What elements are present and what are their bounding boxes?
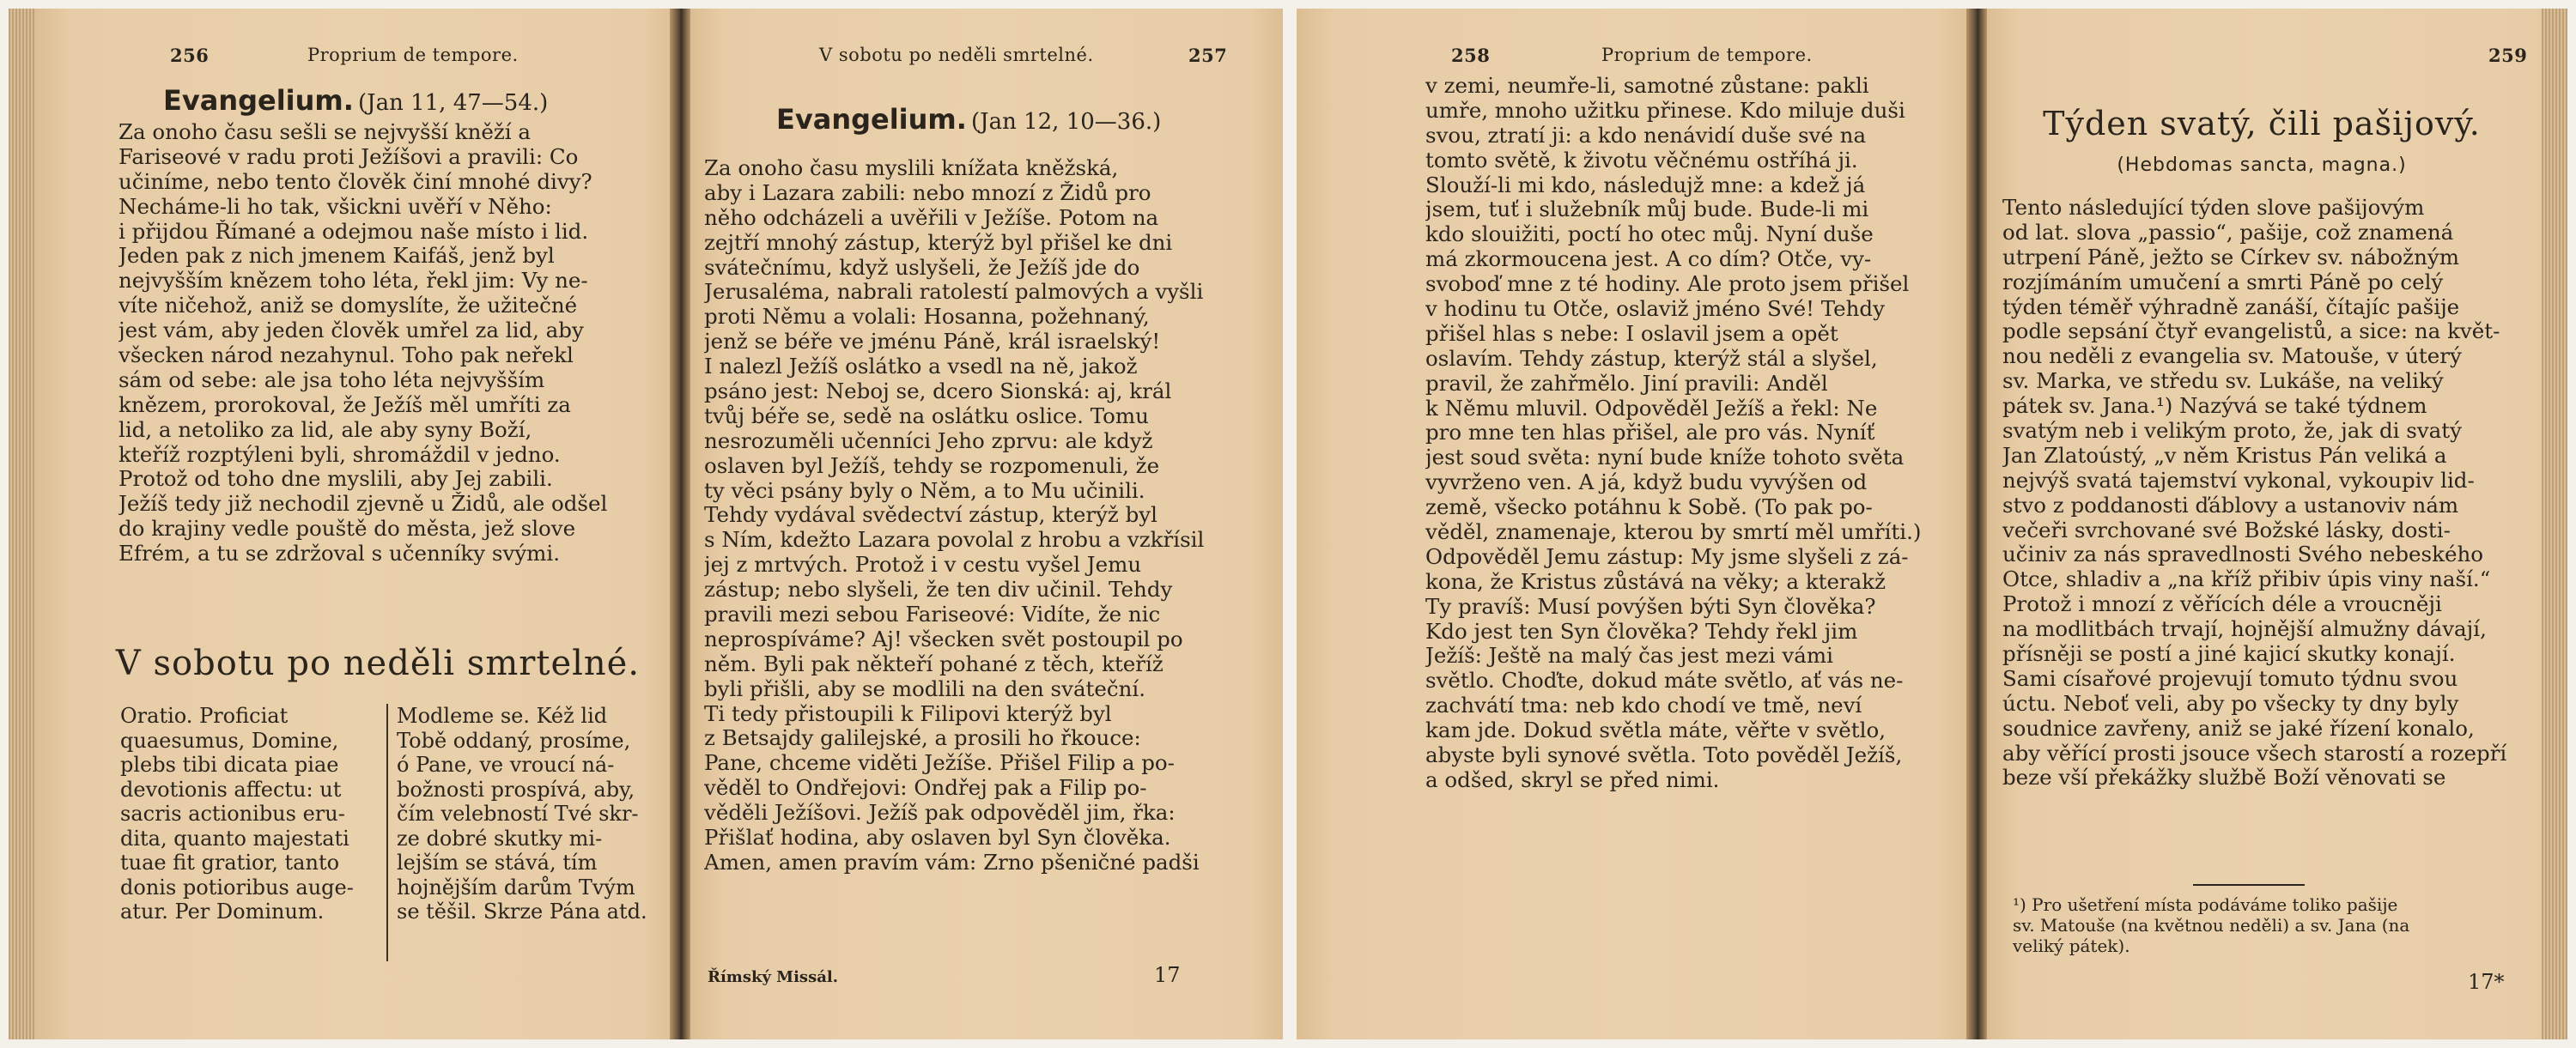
text-line: Kdo jest ten Syn člověka? Tehdy řekl jim [1425, 619, 1858, 644]
text-line: jsem, tuť i služebník můj bude. Bude-li mi [1425, 197, 1869, 222]
footnote-rule [2193, 884, 2305, 886]
section-title: Týden svatý, čili pašijový. [2043, 105, 2481, 142]
gospel-text [118, 120, 668, 566]
text-line: neprospíváme? Aj! všecken svět postoupil po [704, 627, 1183, 651]
text-line: má zkormoucena jest. A co dím? Otče, vy- [1425, 247, 1872, 272]
gospel-heading [163, 84, 644, 117]
text-line: knězem, prorokoval, že Ježíš měl umříti za [118, 392, 571, 417]
text-line: Za onoho času sešli se nejvyšší kněží a [118, 120, 532, 144]
footnote-line: ¹) Pro ušetření místa podáváme toliko pašije [2013, 894, 2398, 915]
text-line: jest soud světa: nyní bude kníže tohoto světa [1425, 445, 1905, 470]
text-line: Protož i mnozí z věřících déle a vroucněji [2002, 592, 2442, 617]
text-line: utrpení Páně, ježto se Církev sv. nábožným [2002, 245, 2459, 270]
running-header [690, 45, 1283, 70]
text-line: všecken národ nezahynul. Toho pak neřekl [118, 343, 574, 368]
running-head: Proprium de tempore. [307, 45, 519, 65]
text-line: Necháme-li ho tak, všickni uvěří v Něho: [118, 194, 552, 219]
footnote-line: sv. Matouše (na květnou neděli) a sv. Jana (na [2013, 915, 2410, 936]
text-line: vyvrženo ven. A já, když budu vyvýšen od [1425, 470, 1868, 495]
text-line: týden téměř výhradně zanáší, čítajíc pašije [2002, 294, 2460, 319]
text-line: Ty pravíš: Musí povýšen býti Syn člověka? [1425, 594, 1876, 619]
czech-line: se těšil. Skrze Pána atd. [397, 900, 647, 924]
text-line: Jerusaléma, nabrali ratolestí palmových a vyšli [704, 280, 1204, 305]
text-line: Ti tedy přistoupili k Filipovi kterýž byl [704, 701, 1112, 726]
text-line: Efrém, a tu se zdržoval s učenníky svými. [118, 542, 561, 566]
section-subtitle: (Hebdomas sancta, magna.) [2117, 154, 2407, 176]
text-line: svou, ztratí ji: a kdo nenávidí duše své na [1425, 123, 1867, 148]
text-line: Ježíš tedy již nechodil zjevně u Židů, ale odšel [118, 492, 608, 517]
text-line: kona, že Kristus zůstává na věky; a kterakž [1425, 569, 1886, 594]
book-gutter [670, 9, 690, 1039]
latin-line: atur. Per Dominum. [120, 900, 325, 924]
text-line: Jeden pak z nich jmenem Kaifáš, jenž byl [118, 244, 555, 269]
latin-line: quaesumus, Domine, [120, 728, 339, 753]
page-257 [690, 9, 1283, 1039]
text-line: soudnice zavřeny, aniž se jaké řízení konalo, [2002, 716, 2475, 741]
text-line: na modlitbách trvají, hojnější almužny dávají, [2002, 617, 2487, 642]
text-line: sám od sebe: ale jsa toho léta nejvyšším [118, 367, 545, 392]
text-line: nejvyšším knězem toho léta, řekl jim: Vy ne- [118, 269, 588, 294]
text-line: zejtří mnohý zástup, kterýž byl přišel ke dni [704, 230, 1173, 255]
text-line: Otce, shladiv a „na kříž přibiv úpis viny naší.“ [2002, 567, 2491, 592]
text-line: byli přišli, aby se modlili na den sváteční. [704, 676, 1146, 701]
text-line: pro mne ten hlas přišel, ale pro vás. Nyníť [1425, 421, 1875, 445]
czech-line: čím velebností Tvé skr- [397, 802, 639, 826]
text-line: Odpověděl Jemu zástup: My jsme slyšeli z zá- [1425, 544, 1909, 569]
book-spread-left [9, 9, 1283, 1039]
gospel-text [1425, 74, 1962, 793]
running-header [34, 45, 680, 70]
footnote-line: veliký pátek). [2013, 936, 2130, 956]
text-line: pravil, že zahřmělo. Jiní pravili: Anděl [1425, 371, 1828, 396]
text-line: jej z mrtvých. Protož i v cestu vyšel Jemu [704, 553, 1142, 578]
latin-line: dita, quanto majestati [120, 826, 349, 851]
page-number: 257 [1188, 45, 1228, 66]
text-line: s Ním, kdežto Lazara povolal z hrobu a vzkřísil [704, 528, 1205, 553]
page-number: 258 [1451, 45, 1491, 66]
text-line: svátečnímu, když uslyšeli, že Ježíš jde do [704, 255, 1140, 280]
page-256 [34, 9, 680, 1039]
latin-line: donis potioribus auge- [120, 875, 354, 900]
text-line: v hodinu tu Otče, oslaviž jméno Své! Tehdy [1425, 297, 1885, 322]
text-line: psáno jest: Neboj se, dcero Sionská: aj, král [704, 379, 1172, 404]
running-header [1297, 45, 1975, 70]
text-line: země, všecko potáhnu k Sobě. (To pak po- [1425, 495, 1873, 520]
book-gutter [1966, 9, 1987, 1039]
running-head: V sobotu po neděli smrtelné. [819, 45, 1094, 65]
text-line: oslaven byl Ježíš, tehdy se rozpomenuli, že [704, 453, 1160, 478]
text-line: pravili mezi sebou Fariseové: Vidíte, že nic [704, 603, 1161, 627]
text-line: a odšed, skryl se před nimi. [1425, 767, 1720, 792]
page-259 [1987, 9, 2567, 1039]
text-line: nejvýš svatá tajemství vykonal, vykoupiv lid- [2002, 468, 2475, 493]
oratio-latin [120, 704, 378, 924]
text-line: Ježíš: Ještě na malý čas jest mezi vámi [1425, 644, 1833, 669]
text-line: učiniv za nás spravedlnosti Svého nebeského [2002, 542, 2483, 567]
section-heading: V sobotu po neděli smrtelné. [115, 644, 641, 683]
text-line: kdo slouižiti, poctí ho otec můj. Nyní duše [1425, 222, 1874, 247]
latin-line: sacris actionibus eru- [120, 802, 345, 826]
sheet-number: 17 [1154, 963, 1181, 987]
text-line: ty věci psány byly o Něm, a to Mu učinili. [704, 478, 1145, 503]
czech-line: ó Pane, ve vroucí ná- [397, 753, 615, 777]
oratio-czech [397, 704, 680, 924]
text-line: pátek sv. Jana.¹) Nazývá se také týdnem [2002, 394, 2427, 419]
text-line: Pane, chceme viděti Ježíše. Přišel Filip a po- [704, 751, 1175, 776]
text-line: Sami císařové projevují tomuto týdnu svou [2002, 666, 2458, 691]
text-line: aby i Lazara zabili: nebo mnozí z Židů pro [704, 180, 1151, 205]
gospel-reference: (Jan 11, 47—54.) [358, 90, 549, 116]
czech-line: božnosti prospívá, aby, [397, 777, 635, 802]
text-line: nou neděli z evangelia sv. Matouše, v úterý [2002, 344, 2462, 369]
text-line: zachvátí tma: neb kdo chodí ve tmě, neví [1425, 694, 1862, 718]
page-258 [1297, 9, 1975, 1039]
page-number: 259 [2488, 45, 2528, 66]
latin-line: Oratio. Proficiat [120, 704, 289, 728]
text-line: Slouží-li mi kdo, následujž mne: a kdež já [1425, 173, 1866, 197]
text-line: do krajiny vedle pouště do města, jež slove [118, 517, 576, 542]
text-line: přišel hlas s nebe: I oslavil jsem a opět [1425, 321, 1838, 346]
text-line: I nalezl Ježíš oslátko a vsedl na ně, jakož [704, 354, 1138, 379]
text-line: věděl to Ondřejovi: Ondřej pak a Filip po- [704, 776, 1147, 801]
running-header [1987, 45, 2567, 70]
text-line: učiníme, nebo tento člověk činí mnohé divy? [118, 169, 592, 194]
text-line: aby věřící prosti jsouce všech starostí a rozepří [2002, 741, 2507, 766]
gospel-text [704, 156, 1228, 875]
text-line: tomto světě, k životu věčnému ostříhá ji. [1425, 148, 1858, 173]
czech-line: Tobě oddaný, prosíme, [397, 728, 631, 753]
column-divider [386, 704, 388, 961]
text-line: večeři svrchované své Božské lásky, dosti- [2002, 518, 2451, 542]
text-line: Amen, amen pravím vám: Zrno pšeničné padši [704, 850, 1200, 875]
text-line: lid, a netoliko za lid, ale aby syny Boží, [118, 417, 532, 442]
text-line: jest vám, aby jeden člověk umřel za lid, aby [118, 318, 584, 343]
page-number: 256 [170, 45, 210, 66]
text-line: i přijdou Římané a odejmou naše místo i lid. [118, 219, 589, 244]
running-head: Proprium de tempore. [1601, 45, 1813, 65]
gospel-heading [776, 103, 1257, 136]
text-line: kteříž rozptýleni byli, shromáždil v jedno. [118, 442, 561, 467]
latin-line: plebs tibi dicata piae [120, 753, 339, 777]
signature-mark: Římský Missál. [708, 968, 838, 986]
text-line: jenž se béře ve jménu Páně, král israelský! [704, 330, 1161, 354]
text-line: od lat. slova „passio“, pašije, což znamená [2002, 220, 2454, 245]
footnote [2013, 894, 2528, 956]
text-line: Tehdy vydával svědectví zástup, kterýž byl [704, 503, 1157, 528]
text-line: podle sepsání čtyř evangelistů, a sice: na květ- [2002, 319, 2500, 344]
text-line: beze vší překážky službě Boží věnovati se [2002, 766, 2446, 791]
text-line: Protož od toho dne myslili, aby Jej zabili. [118, 467, 553, 492]
text-line: Přišlať hodina, aby oslaven byl Syn člověka. [704, 826, 1171, 851]
gospel-reference: (Jan 12, 10—36.) [971, 109, 1162, 135]
text-line: svoboď mne z té hodiny. Ale proto jsem přišel [1425, 272, 1910, 297]
sheet-number: 17* [2468, 970, 2505, 994]
text-line: umře, mnoho užitku přinese. Kdo miluje duši [1425, 98, 1905, 123]
latin-line: tuae fit gratior, tanto [120, 851, 340, 875]
text-line: z Betsajdy galilejské, a prosili ho řkouce: [704, 726, 1141, 751]
book-spread-right [1297, 9, 2567, 1039]
text-line: něho odcházeli a uvěřili v Ježíše. Potom na [704, 205, 1159, 230]
page-edge [2542, 9, 2567, 1039]
text-line: přísněji se postí a jiné kajicí skutky konají. [2002, 642, 2456, 667]
text-line: tvůj béře se, sedě na oslátku oslice. Tomu [704, 403, 1149, 428]
intro-text [2002, 196, 2528, 791]
czech-line: hojnějším darům Tvým [397, 875, 635, 900]
text-line: něm. Byli pak někteří pohané z těch, kteříž [704, 651, 1163, 676]
text-line: zástup; nebo slyšeli, že ten div učinil. Tehdy [704, 578, 1173, 603]
text-line: v zemi, neumře-li, samotné zůstane: pakli [1425, 74, 1869, 98]
text-line: víte ničehož, aniž se domyslíte, že užitečné [118, 294, 578, 318]
text-line: světlo. Choďte, dokud máte světlo, ať vás ne- [1425, 669, 1904, 694]
text-line: proti Němu a volali: Hosanna, požehnaný, [704, 305, 1150, 330]
text-line: úctu. Neboť veli, aby po všecky ty dny byly [2002, 691, 2459, 716]
text-line: stvo z poddanosti ďáblovy a ustanoviv nám [2002, 493, 2459, 518]
text-line: oslavím. Tehdy zástup, kterýž stál a slyšel, [1425, 346, 1878, 371]
text-line: svatým neb i velikým proto, že, jak di svatý [2002, 419, 2462, 444]
text-line: abyste byli synové světla. Toto pověděl Ježíš, [1425, 743, 1903, 768]
gospel-label: Evangelium. [776, 103, 967, 136]
text-line: Za onoho času myslili knížata kněžská, [704, 156, 1119, 180]
czech-line: lejším se stává, tím [397, 851, 598, 875]
czech-line: Modleme se. Kéž lid [397, 704, 608, 728]
page-edge [9, 9, 34, 1039]
text-line: nesrozuměli učenníci Jeho zprvu: ale když [704, 428, 1153, 453]
text-line: kam jde. Dokud světla máte, věřte v světlo, [1425, 718, 1886, 743]
text-line: Fariseové v radu proti Ježíšovi a pravili: Co [118, 144, 579, 169]
czech-line: ze dobré skutky mi- [397, 826, 603, 851]
text-line: rozjímáním umučení a smrti Páně po celý [2002, 270, 2444, 294]
text-line: věděli Ježíšovi. Ježíš pak odpověděl jim, řka: [704, 801, 1176, 826]
text-line: sv. Marka, ve středu sv. Lukáše, na veliký [2002, 369, 2444, 394]
gospel-label: Evangelium. [163, 84, 354, 117]
text-line: Jan Zlatoústý, „v něm Kristus Pán veliká a [2002, 443, 2447, 468]
text-line: k Němu mluvil. Odpověděl Ježíš a řekl: Ne [1425, 396, 1878, 421]
text-line: Tento následující týden slove pašijovým [2002, 196, 2425, 220]
text-line: věděl, znamenaje, kterou by smrtí měl umříti.) [1425, 520, 1922, 545]
latin-line: devotionis affectu: ut [120, 777, 342, 802]
